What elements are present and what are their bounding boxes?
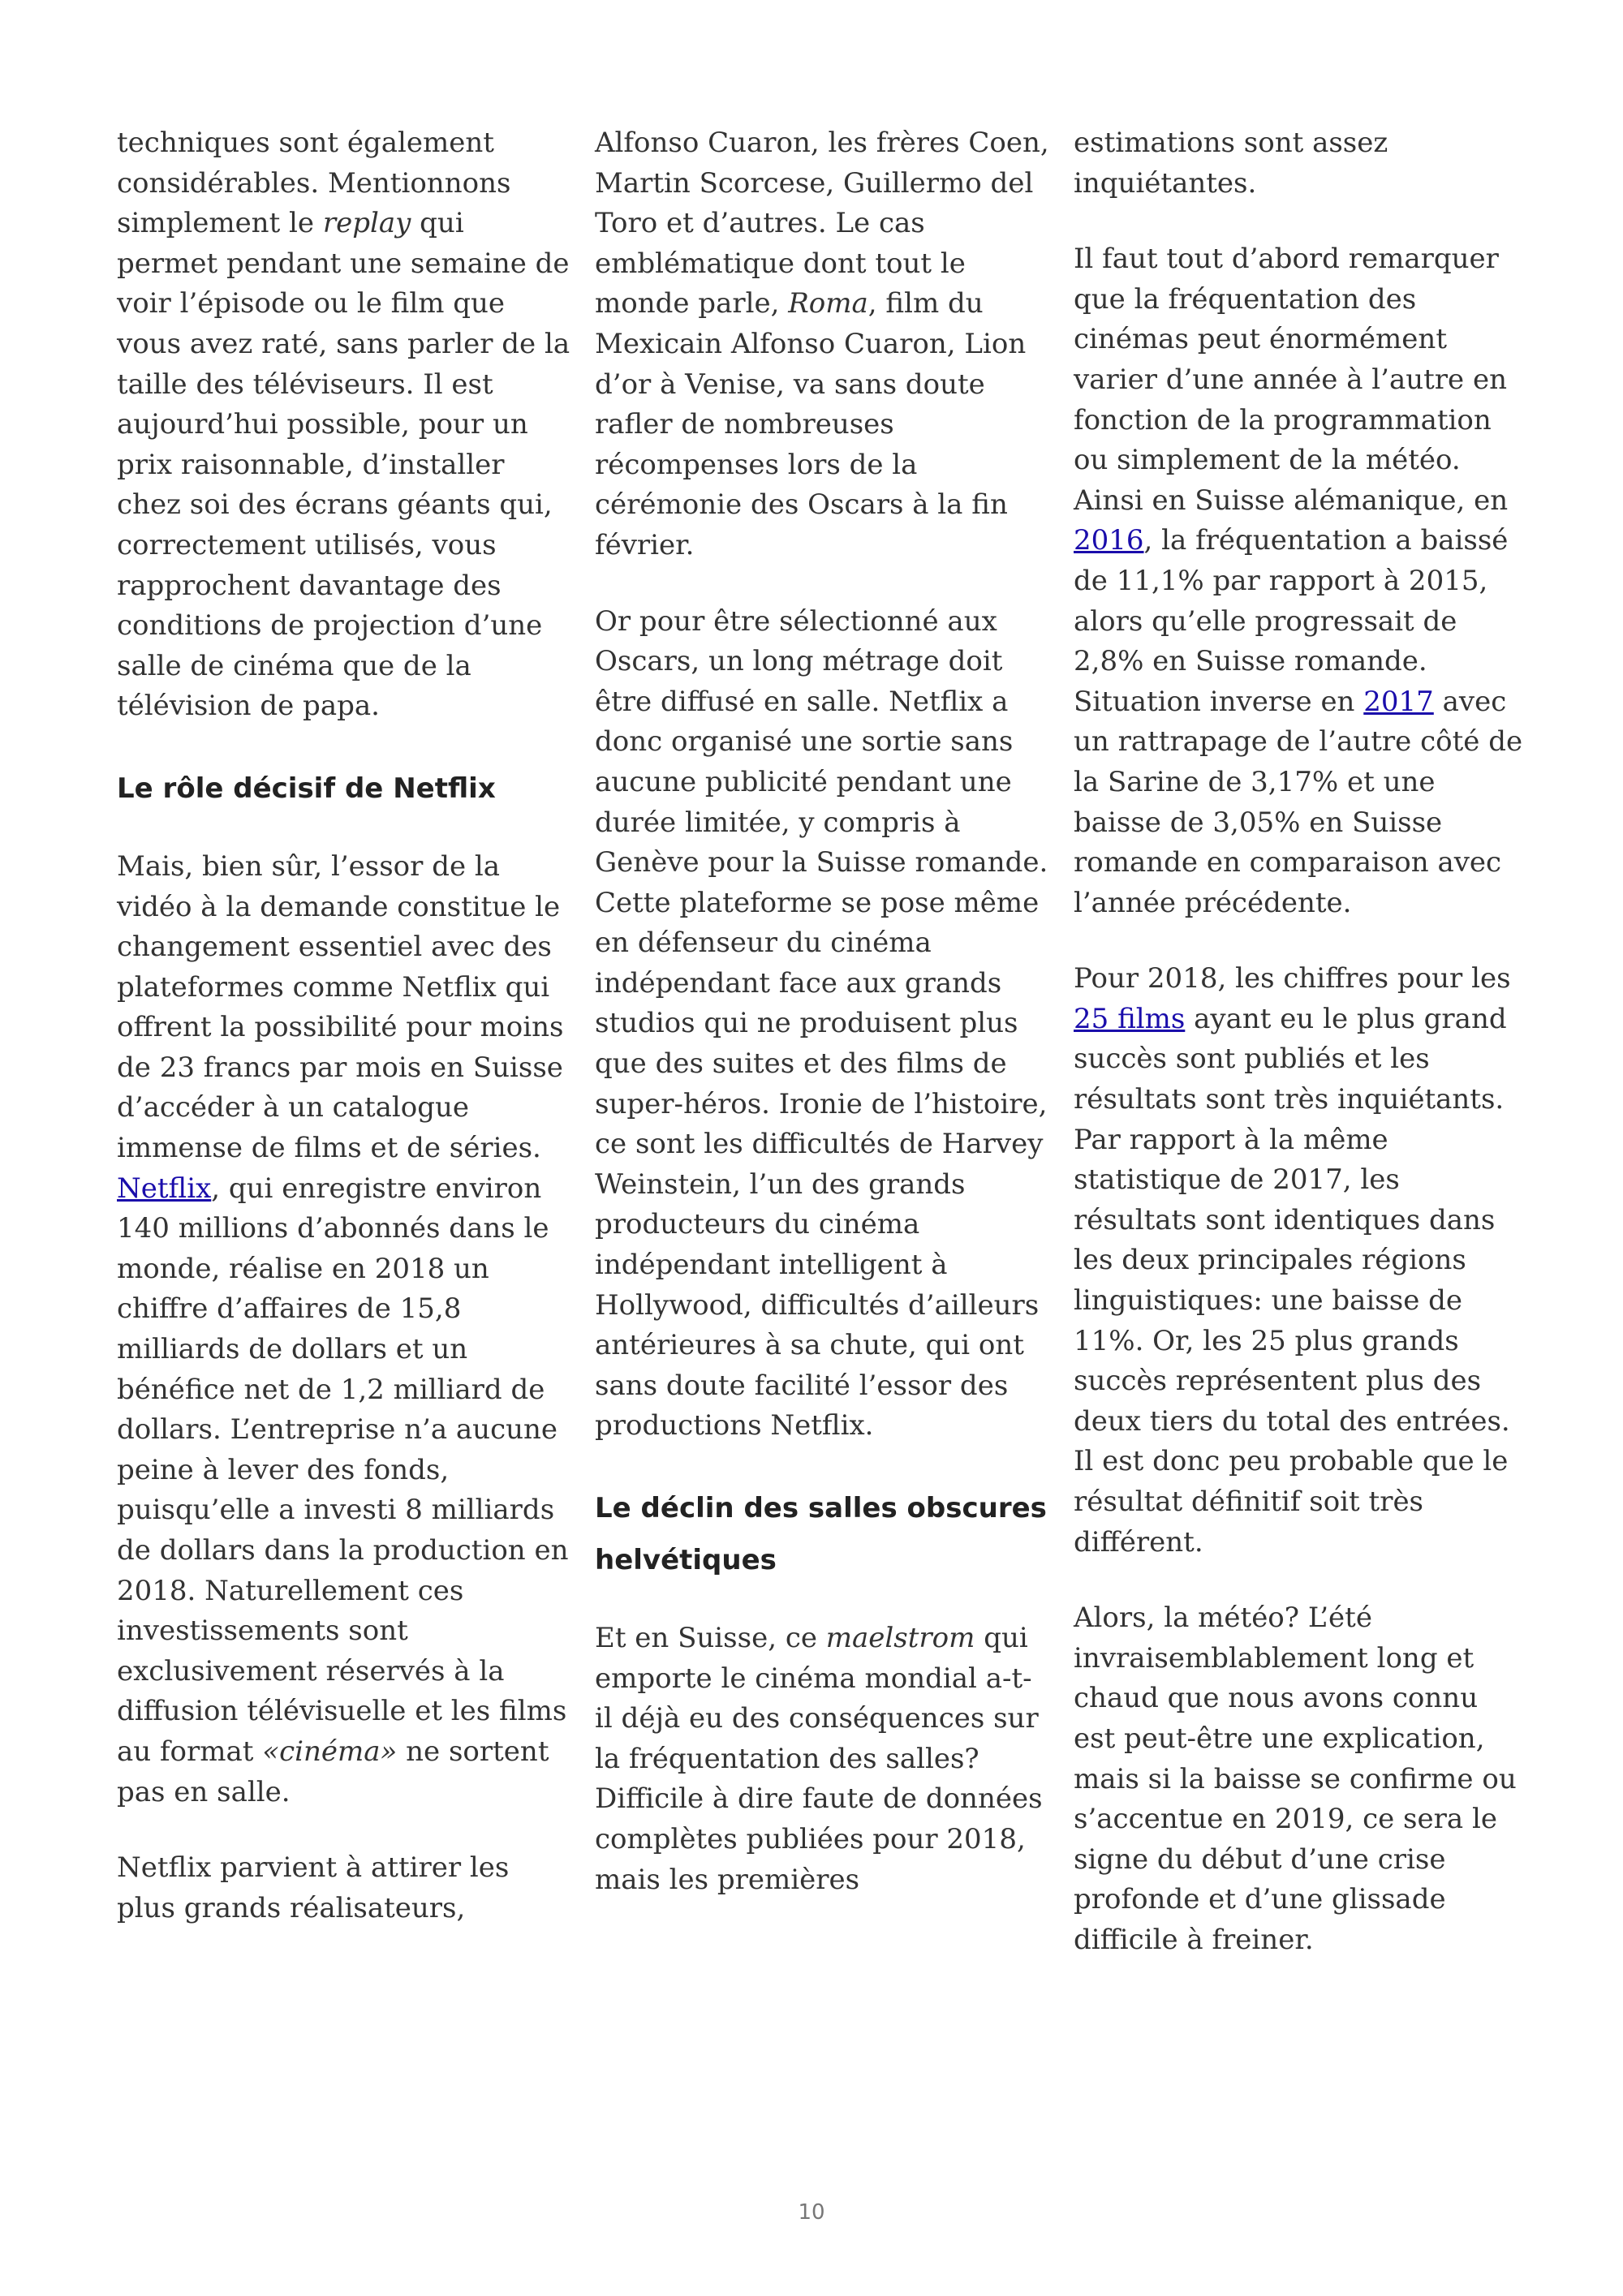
emphasis: replay	[322, 207, 411, 240]
page-number: 10	[798, 2200, 825, 2225]
section-heading: Le déclin des salles obscures helvétiques	[595, 1492, 1047, 1576]
column-1	[117, 123, 571, 1964]
paragraph: Alors, la météo? L’été invraisemblablement long et chaud que nous avons connu est peut-être une explication, mais si la baisse se confirme ou s’accentue en 2019, ce sera le signe du début d’une crise profonde et d’une glissade difficile à freiner.	[1074, 1602, 1517, 1956]
paragraph: Alfonso Cuaron, les frères Coen, Martin Scorcese, Guillermo del Toro et d’autres. Le cas emblématique dont tout le monde parle, Roma, film du Mexicain Alfonso Cuaron, Lion d’or à Venise, va sans doute rafler de nombreuses récompenses lors de la cérémonie des Oscars à la fin février.	[595, 127, 1049, 561]
paragraph: Il faut tout d’abord remarquer que la fréquentation des cinémas peut énormément varier d’une année à l’autre en fonction de la programmation ou simplement de la météo. Ainsi en Suisse alémanique, en 2016, la fréquentation a baissé de 11,1% par rapport à 2015, alors qu’elle progressait de 2,8% en Suisse romande. Situation inverse en 2017 avec un rattrapage de l’autre côté de la Sarine de 3,17% et une baisse de 3,05% en Suisse romande en comparaison avec l’année précédente.	[1074, 243, 1523, 919]
link-2016[interactable]: 2016	[1074, 524, 1144, 557]
paragraph: Pour 2018, les chiffres pour les 25 films ayant eu le plus grand succès sont publiés et les résultats sont très inquiétants. Par rapport à la même statistique de 2017, les résultats sont identiques dans les deux principales régions linguistiques: une baisse de 11%. Or, les 25 plus grands succès représentent plus des deux tiers du total des entrées. Il est donc peu probable que le résultat définitif soit très différent.	[1074, 962, 1511, 1559]
section-heading: Le rôle décisif de Netflix	[117, 772, 496, 805]
link-25-films[interactable]: 25 films	[1074, 1002, 1186, 1035]
paragraph: techniques sont également considérables. Mentionnons simplement le replay qui permet pendant une semaine de voir l’épisode ou le film que vous avez raté, sans parler de la taille des téléviseurs. Il est aujourd’hui possible, pour un prix raisonnable, d’installer chez soi des écrans géants qui, correctement utilisés, vous rapprochent davantage des conditions de projection d’une salle de cinéma que de la télévision de papa.	[117, 127, 570, 723]
paragraph: Netflix parvient à attirer les plus grands réalisateurs,	[117, 1851, 510, 1924]
column-3	[1074, 123, 1528, 1997]
paragraph: Et en Suisse, ce maelstrom qui emporte le cinéma mondial a-t-il déjà eu des conséquences sur la fréquentation des salles? Difficile à dire faute de données complètes publiées pour 2018, mais les premières	[595, 1622, 1043, 1896]
emphasis: «cinéma»	[262, 1735, 398, 1768]
netflix-link[interactable]: Netflix	[117, 1172, 212, 1205]
emphasis: maelstrom	[825, 1622, 975, 1654]
paragraph: Or pour être sélectionné aux Oscars, un long métrage doit être diffusé en salle. Netflix a donc organisé une sortie sans aucune publicité pendant une durée limitée, y compris à Genève pour la Suisse romande. Cette plateforme se pose même en défenseur du cinéma indépendant face aux grands studios qui ne produisent plus que des suites et des films de super-héros. Ironie de l’histoire, ce sont les difficultés de Harvey Weinstein, l’un des grands producteurs du cinéma indépendant intelligent à Hollywood, difficultés d’ailleurs antérieures à sa chute, qui ont sans doute facilité l’essor des productions Netflix.	[595, 604, 1048, 1443]
paragraph: Mais, bien sûr, l’essor de la vidéo à la demande constitue le changement essentiel avec des plateformes comme Netflix qui offrent la possibilité pour moins de 23 francs par mois en Suisse d’accéder à un catalogue immense de films et de séries. Netflix, qui enregistre environ 140 millions d’abonnés dans le monde, réalise en 2018 un chiffre d’affaires de 15,8 milliards de dollars et un bénéfice net de 1,2 milliard de dollars. L’entreprise n’a aucune peine à lever des fonds, puisqu’elle a investi 8 milliards de dollars dans la production en 2018. Naturellement ces investissements sont exclusivement réservés à la diffusion télévisuelle et les films au format «cinéma» ne sortent pas en salle.	[117, 849, 569, 1808]
column-2	[595, 123, 1049, 1936]
paragraph: estimations sont assez inquiétantes.	[1074, 127, 1388, 200]
emphasis: Roma	[788, 287, 868, 320]
link-2017[interactable]: 2017	[1363, 685, 1434, 718]
